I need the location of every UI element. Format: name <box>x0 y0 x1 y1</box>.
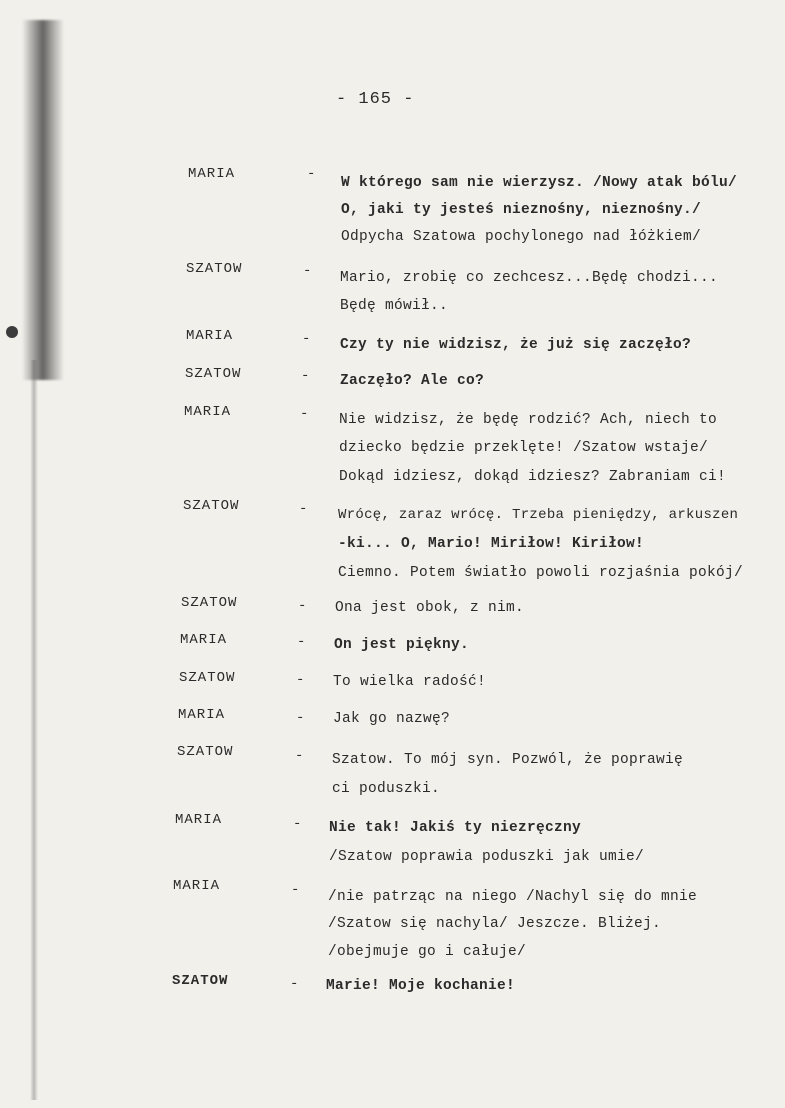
speaker-name: MARIA <box>175 812 223 828</box>
dialogue-line: Ciemno. Potem światło powoli rozjaśnia pokój/ <box>338 565 744 581</box>
speaker-name: MARIA <box>173 878 221 894</box>
dialogue-dash: - <box>307 166 316 182</box>
dialogue-dash: - <box>298 598 307 614</box>
dialogue-line: Będę mówił.. <box>340 298 449 314</box>
scan-edge-shadow <box>30 360 38 1100</box>
dialogue-line: /Szatow się nachyla/ Jeszcze. Bliżej. <box>328 916 662 932</box>
dialogue-line: Zaczęło? Ale co? <box>340 373 485 389</box>
page-number: - 165 - <box>336 90 415 109</box>
speaker-name: SZATOW <box>177 744 234 760</box>
speaker-name: MARIA <box>186 328 234 344</box>
dialogue-line: Nie widzisz, że będę rodzić? Ach, niech to <box>339 412 718 428</box>
dialogue-dash: - <box>295 748 304 764</box>
dialogue-dash: - <box>290 976 299 992</box>
dialogue-line: Szatow. To mój syn. Pozwól, że poprawię <box>332 752 684 768</box>
punch-hole <box>6 326 18 338</box>
speaker-name: SZATOW <box>172 973 229 989</box>
speaker-name: MARIA <box>178 707 226 723</box>
dialogue-line: ci poduszki. <box>332 781 441 797</box>
speaker-name: SZATOW <box>181 595 238 611</box>
dialogue-line: dziecko będzie przeklęte! /Szatow wstaje/ <box>339 440 709 456</box>
dialogue-line: Mario, zrobię co zechcesz...Będę chodzi... <box>340 270 719 286</box>
dialogue-dash: - <box>293 816 302 832</box>
dialogue-dash: - <box>296 672 305 688</box>
dialogue-line: To wielka radość! <box>333 674 487 690</box>
speaker-name: SZATOW <box>185 366 242 382</box>
dialogue-dash: - <box>291 882 300 898</box>
dialogue-line: /Szatow poprawia poduszki jak umie/ <box>329 849 645 865</box>
dialogue-dash: - <box>301 368 310 384</box>
dialogue-line: /obejmuje go i całuje/ <box>328 944 527 960</box>
speaker-name: MARIA <box>184 404 232 420</box>
dialogue-line: Ona jest obok, z nim. <box>335 600 525 616</box>
speaker-name: SZATOW <box>179 670 236 686</box>
dialogue-dash: - <box>299 501 308 517</box>
dialogue-dash: - <box>302 331 311 347</box>
dialogue-line: Jak go nazwę? <box>333 711 451 727</box>
speaker-name: MARIA <box>188 166 236 182</box>
dialogue-line: O, jaki ty jesteś nieznośny, nieznośny./ <box>341 202 702 218</box>
dialogue-dash: - <box>303 263 312 279</box>
dialogue-line: Dokąd idziesz, dokąd idziesz? Zabraniam ci! <box>339 469 727 485</box>
dialogue-line: Nie tak! Jakiś ty niezręczny <box>329 820 582 836</box>
dialogue-dash: - <box>300 406 309 422</box>
dialogue-line: Marie! Moje kochanie! <box>326 978 516 994</box>
dialogue-line: Czy ty nie widzisz, że już się zaczęło? <box>340 337 692 353</box>
dialogue-line: -ki... O, Mario! Miriłow! Kiriłow! <box>338 536 645 552</box>
scan-binding-shadow <box>22 20 64 380</box>
speaker-name: MARIA <box>180 632 228 648</box>
dialogue-dash: - <box>297 634 306 650</box>
dialogue-dash: - <box>296 710 305 726</box>
dialogue-line: On jest piękny. <box>334 637 470 653</box>
dialogue-line: /nie patrząc na niego /Nachyl się do mnie <box>328 889 698 905</box>
dialogue-line: Wrócę, zaraz wrócę. Trzeba pieniędzy, arkuszen <box>338 507 739 523</box>
speaker-name: SZATOW <box>183 498 240 514</box>
dialogue-line: Odpycha Szatowa pochylonego nad łóżkiem/ <box>341 229 702 245</box>
dialogue-line: W którego sam nie wierzysz. /Nowy atak bólu/ <box>341 175 738 191</box>
speaker-name: SZATOW <box>186 261 243 277</box>
